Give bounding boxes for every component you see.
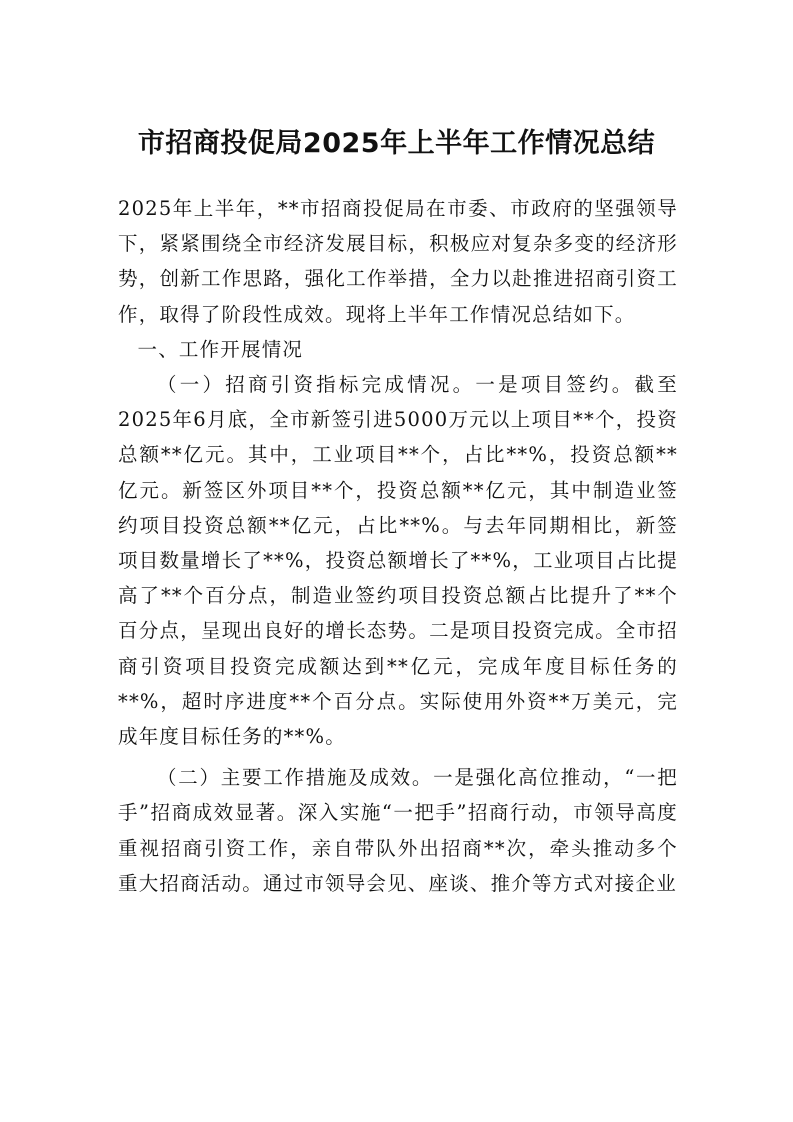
section-heading-work-progress: 一、工作开展情况 [137,337,304,361]
document-body [118,191,678,901]
document-title: 市招商投促局2025年上半年工作情况总结 [137,128,656,159]
intro-paragraph: 2025年上半年，**市招商投促局在市委、市政府的坚强领导下，紧紧围绕全市经济发展目标，积极应对复杂多变的经济形势，创新工作思路，强化工作举措，全力以赴推进招商引资工作，取得了阶段性成效。现将上半年工作情况总结如下。 [118,197,678,326]
paragraph-main-measures: （二）主要工作措施及成效。一是强化高位推动，“一把手”招商成效显著。深入实施“一把手”招商行动，市领导高度重视招商引资工作，亲自带队外出招商**次，牵头推动多个重大招商活动。通过市领导会见、座谈、推介等方式对接企业 [118,766,678,895]
paragraph-investment-indicators: （一）招商引资指标完成情况。一是项目签约。截至2025年6月底，全市新签引进5000万元以上项目**个，投资总额**亿元。其中，工业项目**个，占比**%，投资总额**亿元。新签区外项目**个，投资总额**亿元，其中制造业签约项目投资总额**亿元，占比**%。与去年同期相比，新签项目数量增长了**%，投资总额增长了**%，工业项目占比提高了**个百分点，制造业签约项目投资总额占比提升了**个百分点，呈现出良好的增长态势。二是项目投资完成。全市招商引资项目投资完成额达到**亿元，完成年度目标任务的**%，超时序进度**个百分点。实际使用外资**万美元，完成年度目标任务的**%。 [118,373,678,749]
